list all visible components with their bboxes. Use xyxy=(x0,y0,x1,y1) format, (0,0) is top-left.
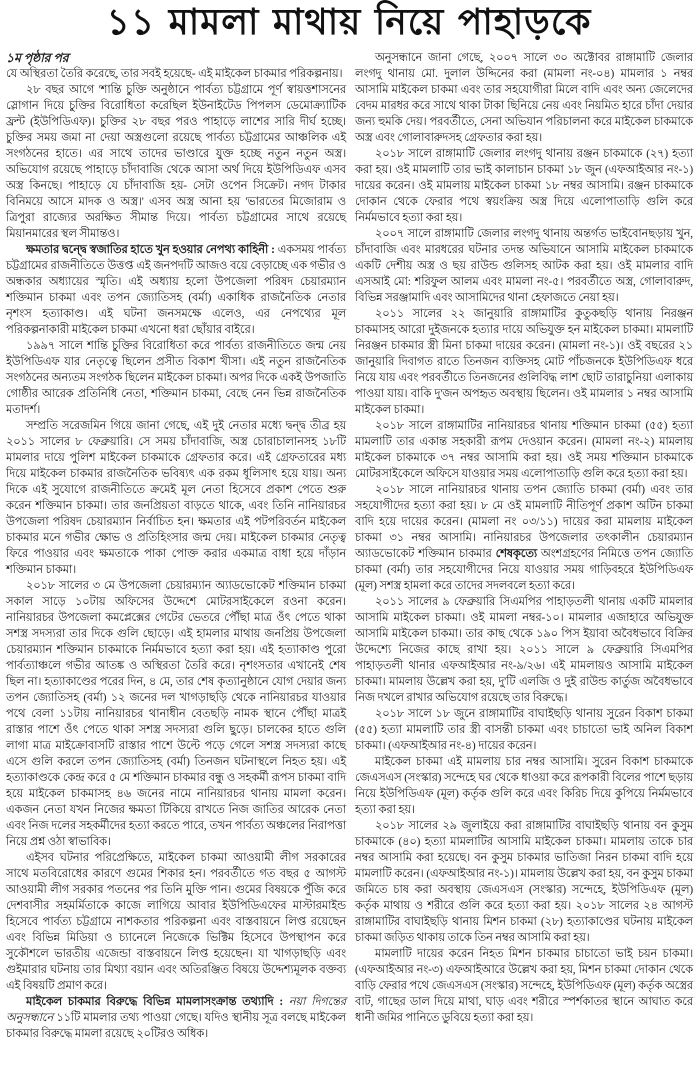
paragraph-text: ২০১৮ সালে নানিয়ারচর থানায় তপন জ্যোতি চাকমা (বর্মা) এবং তার সহযোগীদের হত্যা করা হয়। ৮ মে ওই মামলাটি নীতিপূর্ণ প্রকাশ অটিন চাকমা বাদি হয়ে দায়ের করেন। (মামলা নং ০৩/১১) দায়ের করা মামলায় মাইকেল চাকমা ৩১ নম্বর আসামি। নানিয়ারচর উপজেলার তৎকালীন চেয়ারম্যান অ্যাডভোকেট শক্তিমান চাকমার xyxy=(355,484,693,560)
article-column-right xyxy=(355,50,693,1026)
paragraph xyxy=(6,242,346,338)
paragraph: সম্প্রতি সরেজমিন গিয়ে জানা গেছে, এই দুই নেতার মধ্যে দ্বন্দ্ব তীব্র হয় ২০১১ সালের ৮ ফেব্রুয়ারি। সে সময় চাঁদাবাজি, অস্ত্র চোরাচালানসহ ১৮টি মামলার দায়ে পুলিশ মাইকেল চাকমাকে গ্রেফতার করে। এই গ্রেফতারের মধ্য দিয়ে মাইকেল চাকমার রাজনৈতিক ভবিষ্যৎ এক রকম ধূলিসাৎ হয়ে যায়। অন্য দিকে এই সুযোগে রাজনীতিতে ক্রমেই মূল নেতা হিসেবে প্রকাশ পেতে শুরু করেন শক্তিমান চাকমা। তার জনপ্রিয়তা বাড়তে থাকে, এবং তিনি নানিয়ারচর উপজেলা পরিষদ চেয়ারম্যান নির্বাচিত হন। ক্ষমতার এই পটপরিবর্তন মাইকেল চাকমার মনে গভীর ক্ষোভ ও প্রতিহিংসার জন্ম দেয়। মাইকেল চাকমার নেতৃত্ব ফিরে পাওয়ার এবং ক্ষমতাকে পাকা পোক্ত করার একমাত্র বাধা হয়ে দাঁড়ান শক্তিমান চাকমা। xyxy=(6,420,346,576)
section-subheading: ক্ষমতার দ্বন্দ্বে স্বজাতির হাতে খুন হওয়ার নেপথ্য কাহিনী : xyxy=(26,244,275,256)
paragraph: ২০১১ সালের ৯ ফেব্রুয়ারি সিএমপির পাহাড়তলী থানায় একটি মামলার আসামি মাইকেল চাকমা। ওই মামলা নম্বর-১০। মামলার এজাহারে অভিযুক্ত আসামি মাইকেল চাকমা। তার কাছ থেকে ১৯০ পিস ইয়াবা অবৈধভাবে বিক্রির উদ্দেশ্যে নিজের কাছে রাখা হয়। ২০১১ সালে ৯ ফেব্রুয়ারি সিএমপির পাহাড়তলী থানার এফআইআর নং-৯/২৬। এই মামলায়ও আসামি মাইকেল চাকমা। মামলায় উল্লেখ করা হয়, দু'টি এলজি ও দুই রাউন্ড কার্তুজ অবৈধভাবে নিজ দখলে রাখার অভিযোগ রয়েছে তার বিরুদ্ধে। xyxy=(355,596,693,704)
source-credit: নয়া দিগন্তের অনুসন্ধানে xyxy=(6,996,346,1024)
paragraph: ২০১১ সালের ২২ জানুয়ারি রাঙ্গামাটির কুতুকছড়ি থানায় নিরঞ্জন চাকমাসহ আরো দুইজনকে হত্যার দায়ে অভিযুক্ত হন মাইকেল চাকমা। মামলাটি নিরঞ্জন চাকমার স্ত্রী মিনা চাকমা দায়ের করেন। (মামলা নং-১)। ওই বছরের ২১ জানুয়ারি দিবাগত রাতে তিনজন ব্যক্তিসহ মোট পাঁচজনকে ইউপিডিএফ ধরে নিয়ে যায় এবং পরবর্তীতে তিনজনের গুলিবিদ্ধ লাশ ছোট তারাচুনিয়া এলাকায় পাওয়া যায়। বাকি দু'জন অপহৃত অবস্থায় ছিলেন। ওই মামলার ১ নম্বর আসামি মাইকেল চাকমা। xyxy=(355,308,693,416)
highlighted-word: শেষকৃত্যে xyxy=(495,548,538,560)
continuation-label: ১ম পৃষ্ঠার পর xyxy=(6,51,69,65)
paragraph-text: ১১টি মামলার তথ্য পাওয়া গেছে। যদিও স্থানীয় সূত্র বলছে মাইকেল চাকমার বিরুদ্ধে মামলা রয়েছে ২০টিরও অধিক। xyxy=(6,1012,346,1040)
paragraph: মামলাটি দায়ের করেন নিহত মিশন চাকমার চাচাতো ভাই চয়ন চাকমা। (এফআইআর নং-৩) এফআইআরে উল্লেখ করা হয়, মিশন চাকমা দোকান থেকে বাড়ি ফেরার পথে জেএসএস (সংস্কার) সন্দেহে, ইউপিডিএফ (মূল) কর্তৃক অস্ত্রের বাট, গাছের ডাল দিয়ে মাথা, ঘাড় এবং শরীরে স্পর্শকাতর স্থানে আঘাত করে ধানী জমির পানিতে ডুবিয়ে হত্যা করা হয়। xyxy=(355,948,693,1024)
paragraph: ২০১৮ সালে রাঙ্গামাটি জেলার লংগদু থানায় রঞ্জন চাকমাকে (২৭) হত্যা করা হয়। ওই মামলাটি তার ভাই কালাচান চাকমা ১৮ জুন (এফআইআর নং-১) দায়ের করেন। ওই মামলায় মাইকেল চাকমা ১৮ নম্বর আসামি। রঞ্জন চাকমাকে দোকান থেকে ফেরার পথে স্বয়ংক্রিয় অস্ত্র দিয়ে এলোপাতাড়ি গুলি করে নির্মমভাবে হত্যা করা হয়। xyxy=(355,148,693,224)
paragraph: ২০১৮ সালে ১৮ জুনে রাঙ্গামাটির বাঘাইছড়ি থানায় সুরেন বিকাশ চাকমা (৫৫) হত্যা মামলাটি তার স্ত্রী বাসন্তী চাকমা এবং চাচাতো ভাই অনিল বিকাশ চাকমা। (এফআইআর নং-৪) দায়ের করেন। xyxy=(355,708,693,752)
paragraph: ২০১৮ সালে রাঙ্গামাটির নানিয়ারচর থানায় শক্তিমান চাকমা (৫৫) হত্যা মামলাটি তার একান্ত সহকারী রূপম দেওয়ান করেন। (মামলা নং-২) মামলায় মাইকেল চাকমাকে ৩৭ নম্বর আসামি করা হয়। ওই সময় শক্তিমান চাকমাকে মোটরসাইকেলে অফিসে যাওয়ার সময় এলোপাতাড়ি গুলি করে হত্যা করা হয়। xyxy=(355,420,693,480)
paragraph: এইসব ঘটনার পরিপ্রেক্ষিতে, মাইকেল চাকমা আওয়ামী লীগ সরকারের সাথে মতবিরোধের কারণে গুমের শিকার হন। পরবর্তীতে গত বছর ৫ আগস্ট আওয়ামী লীগ সরকার পতনের পর তিনি মুক্তি পান। গুমের বিষয়কে পুঁজি করে দেশবাসীর সহমর্মিতাকে কাজে লাগিয়ে আবার ইউপিডিএফের মাস্টারমাইন্ড হিসেবে পার্বত্য চট্টগ্রামে নাশকতার পরিকল্পনা এবং বাস্তবায়নে লিপ্ত রয়েছেন এবং বিভিন্ন মিডিয়া ও চ্যানেলে নিজেকে ভিক্টিম হিসেবে উপস্থাপন করে সুকৌশলে ভারতীয় এজেন্ডা বাস্তবায়নে লিপ্ত হয়েছেন। যা খাগড়াছড়ি এবং গুইমারার ঘটনায় তার মিথ্যা বয়ান এবং অতিরঞ্জিত বিষয়ে উদ্দেশ্যমূলক বক্তব্য এই বিষয়টি প্রমাণ করে। xyxy=(6,852,346,992)
article-headline: ১১ মামলা মাথায় নিয়ে পাহাড়কে xyxy=(106,2,592,43)
paragraph: মাইকেল চাকমা এই মামলায় চার নম্বর আসামি। সুরেন বিকাশ চাকমাকে জেএসএস (সংস্কার) সন্দেহে ঘর থেকে ধাওয়া করে রূপকারী বিলের পাশে ছড়ায় নিয়ে ইউপিডিএফ (মূল) কর্তৃক গুলি করে এবং কিরিচ দিয়ে কুপিয়ে নির্মমভাবে হত্যা করা হয়। xyxy=(355,756,693,816)
paragraph: ১৯৯৭ সালে শান্তি চুক্তির বিরোধিতা করে পার্বত্য রাজনীতিতে জন্ম নেয় ইউপিডিএফ যার নেতৃত্বে ছিলেন প্রসীত বিকাশ খীসা। এই নতুন রাজনৈতিক সংগঠনের অন্যতম সংগঠক ছিলেন মাইকেল চাকমা। অপর দিকে একই উপজাতি গোষ্ঠীর আরেক প্রতিনিধি নেতা, শক্তিমান চাকমা, বেছে নেন ভিন্ন রাজনৈতিক মতাদর্শ। xyxy=(6,340,346,416)
paragraph xyxy=(6,994,346,1042)
section-subheading: মাইকেল চাকমার বিরুদ্ধে বিভিন্ন মামলাসংক্রান্ত তথ্যাদি : xyxy=(26,996,283,1008)
paragraph: ২০১৮ সালের ৩ মে উপজেলা চেয়ারম্যান অ্যাডভোকেট শক্তিমান চাকমা সকাল সাড়ে ১০টায় অফিসের উদ্দেশে মোটরসাইকেলে রওনা করেন। নানিয়ারচর উপজেলা কমপ্লেক্সের গেটের ভেতরে পৌঁছা মাত্র ওঁৎ পেতে থাকা সশস্ত্র সদস্যরা তার দিকে গুলি ছোড়ে। এই হামলার মাথায় জনপ্রিয় উপজেলা চেয়ারম্যান শক্তিমান চাকমাকে নির্মমভাবে হত্যা করা হয়। এই হত্যাকাণ্ড পুরো পার্বত্যাঞ্চলে গভীর আতঙ্ক ও অস্থিরতা তৈরি করে। নৃশংসতার এখানেই শেষ ছিল না। হত্যাকাণ্ডের পরের দিন, ৪ মে, তার শেষ কৃত্যানুষ্ঠানে যোগ দেয়ার জন্য তপন জ্যোতিসহ (বর্মা) ১২ জনের দল খাগড়াছড়ি থেকে নানিয়ারচর যাওয়ার পথে বেলা ১১টায় নানিয়ারচর থানাধীন বেতছড়ি নামক স্থানে পৌঁছা মাত্রই রাস্তার পাশে ওঁৎ পেতে থাকা সশস্ত্র সদস্যরা গুলি ছুড়ে। চালকের হাতে গুলি লাগা মাত্র মাইক্রোবাসটি রাস্তার পাশে উল্টে পড়ে গেলে সশস্ত্র সদস্যরা কাছে এসে গুলি করলে তপন জ্যোতিসহ (বর্মা) তিনজন ঘটনাস্থলে নিহত হয়। এই হত্যাকাণ্ডকে কেন্দ্র করে ৫ মে শক্তিমান চাকমার বন্ধু ও সহকর্মী রূপস চাকমা বাদি হয়ে মাইকেল চাকমাসহ ৪৬ জনের নামে নানিয়ারচর থানায় মামলা করেন। একজন নেতা যখন নিজের ক্ষমতা টিকিয়ে রাখতে নিজ জাতির আরেক নেতা এবং নিজ দলের সহকর্মীদের হত্যা করতে পারে, তখন পার্বত্য অঞ্চলের নিরাপত্তা নিয়ে প্রশ্ন ওঠা স্বাভাবিক। xyxy=(6,580,346,848)
paragraph: ২৮ বছর আগে 'শান্তি চুক্তি অনুষ্ঠানে পার্বত্য চট্টগ্রামে পূর্ণ স্বায়ত্তশাসনের স্লোগান দিয়ে চুক্তির বিরোধিতা করেছিল ইউনাইটেড পিপলস ডেমোক্র্যাটিক ফ্রন্ট (ইউপিডিএফ)। চুক্তির ২৮ বছর পরও পাহাড়ে লাশের সারি দীর্ঘ হচ্ছে। চুক্তির সময় জমা না দেয়া অস্ত্রগুলো রয়েছে পার্বত্য চট্টগ্রামের আঞ্চলিক এই সংগঠনের হাতে। এর সাথে তাদের ভাণ্ডারে যুক্ত হচ্ছে নতুন নতুন অস্ত্র। অভিযোগ রয়েছে পাহাড়ে চাঁদাবাজি থেকে আসা অর্থ দিয়ে ইউপিডিএফ এসব অস্ত্র কিনছে। পাহাড়ে যে চাঁদাবাজি হয়- সেটা ওপেন সিক্রেট। নগদ টাকার বিনিময়ে আসে মাদক ও অস্ত্র।' এসব অস্ত্র আনা হয় 'ভারতের মিজোরাম ও ত্রিপুরা রাজ্যের অরক্ষিত সীমান্ত দিয়ে। পার্বত্য চট্টগ্রামের সাথে রয়েছে মিয়ানমারের স্থল সীমান্তও। xyxy=(6,84,346,240)
paragraph: ২০০৭ সালে রাঙ্গামাটি জেলার লংগদু থানায় অন্তর্গত ভাইবোনছড়ায় খুন, চাঁদাবাজি এবং মারধরের ঘটনার তদন্ত অভিযানে আসামি মাইকেল চাকমাকে একটি দেশীয় অস্ত্র ও ছয় রাউন্ড গুলিসহ আটক করা হয়। ওই মামলার বাদি এসআই মো: শরিফুল আলম এবং মামলা নং-৫। পরবর্তীতে অস্ত্র, গোলাবারুদ, বিভিন্ন সরঞ্জামাদি এবং আসামিদের থানা হেফাজতে নেয়া হয়। xyxy=(355,228,693,304)
paragraph: অনুসন্ধানে জানা গেছে, ২০০৭ সালে ৩০ অক্টোবর রাঙ্গামাটি জেলার লংগদু থানায় মো. দুলাল উদ্দিনের করা (মামলা নং-০৪) মামলার ১ নম্বর আসামি মাইকেল চাকমা এবং তার সহযোগীরা মিলে বাদি এবং অন্য জেলেদের বেদম মারধর করে সাথে থাকা টাকা ছিনিয়ে নেয় এবং নিয়মিত হারে চাঁদা দেয়ার জন্য হুমকি দেয়। পরবর্তীতে, সেনা অভিযান পরিচালনা করে মাইকেল চাকমাকে অস্ত্র এবং গোলাবারুদসহ গ্রেফতার করা হয়। xyxy=(355,52,693,144)
article-column-left xyxy=(6,50,346,1042)
paragraph-text: একসময় পার্বত্য চট্টগ্রামের রাজনীতিতে উত্তপ্ত এই জনপদটি আজও বয়ে বেড়াচ্ছে এক গভীর ও অন্ধকার অধ্যায়ের স্মৃতি। এই অধ্যায় হলো উপজেলা পরিষদ চেয়ারম্যান শক্তিমান চাকমা এবং তপন জ্যোতিসহ (বর্মা) একাধিক রাজনৈতিক নেতার নৃশংস হত্যাকাণ্ড। এই ঘটনা জনসমক্ষে এলেও, এর নেপথ্যের মূল পরিকল্পনাকারী মাইকেল চাকমা এখনো ধরা ছোঁয়ার বাইরে। xyxy=(6,244,346,336)
paragraph-text: অংশগ্রহণের নিমিত্তে তপন জ্যোতি চাকমা (বর্মা) তার সহযোগীদের নিয়ে যাওয়ার সময় গাড়িবহরে ইউপিডিএফ (মূল) সশস্ত্র হামলা করে তাদের সদলবলে হত্যা করে। xyxy=(355,548,693,592)
paragraph: ২০১৮ সালের ২৯ জুলাইয়ে করা রাঙ্গামাটির বাঘাইছড়ি থানায় বন কুসুম চাকমাকে (৪০) হত্যা মামলাটির আসামি মাইকেল চাকমা। মামলায় তাকে চার নম্বর আসামি করা হয়েছে। বন কুসুম চাকমার ভাতিজা নিরন চাকমা বাদি হয়ে মামলাটি করেন। (এফআইআর নং-১)। মামলায় উল্লেখ করা হয়, বন কুসুম চাকমা জমিতে চাষ করা অবস্থায় জেএসএস (সংস্কার) সন্দেহে, ইউপিডিএফ (মূল) কর্তৃক মাথায় ও শরীরে গুলি করে হত্যা করা হয়। ২০১৮ সালের ২৪ আগস্ট রাঙ্গামাটির বাঘাইছড়ি থানায় মিশন চাকমা (২৮) হত্যাকাণ্ডের ঘটনায় মাইকেল চাকমা জড়িত থাকায় তাকে তিন নম্বর আসামি করা হয়। xyxy=(355,820,693,944)
paragraph: যে অস্থিরতা তৈরি করেছে, তার সবই হয়েছে- এই মাইকেল চাকমার পরিকল্পনায়। xyxy=(6,68,343,80)
paragraph xyxy=(355,482,693,594)
